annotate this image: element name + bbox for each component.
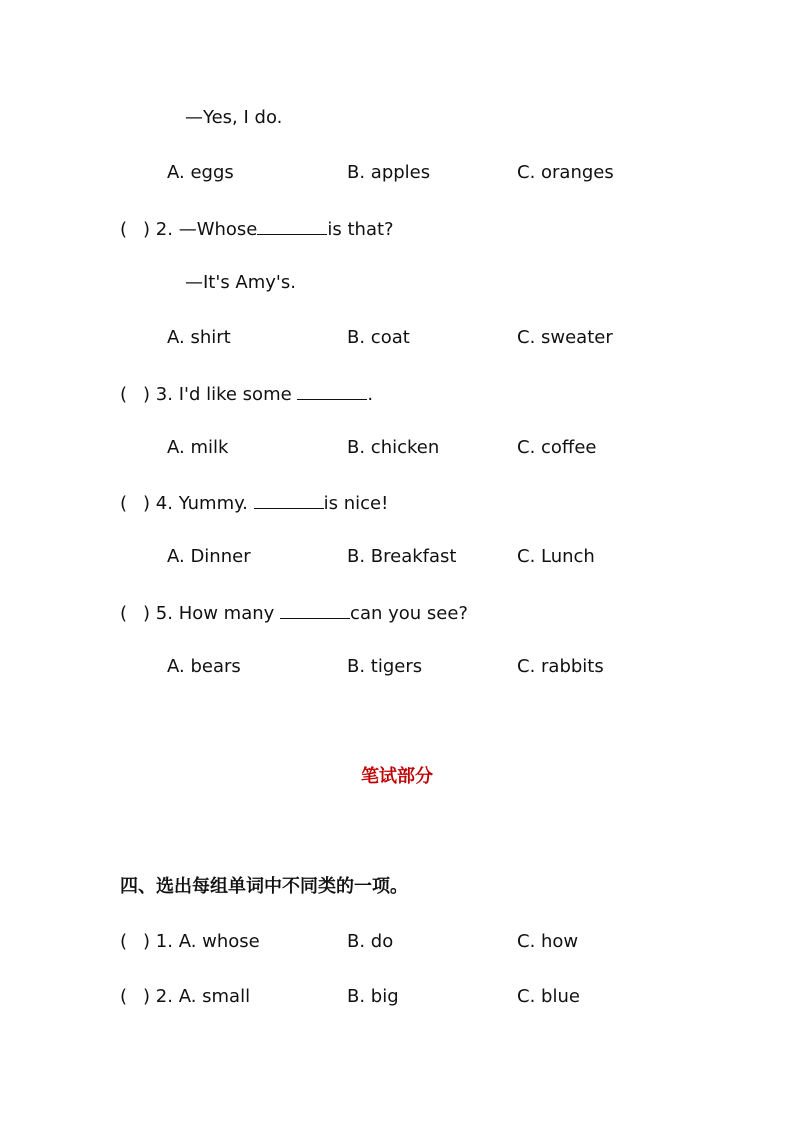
answer-bracket-close: )	[143, 931, 151, 952]
p4-q2-option-c: C. blue	[517, 986, 580, 1007]
q4-option-c: C. Lunch	[517, 546, 595, 567]
answer-bracket-open: (	[120, 384, 128, 405]
answer-bracket-close: )	[143, 493, 151, 514]
q1-answer: —Yes, I do.	[185, 107, 283, 128]
q1-option-c: C. oranges	[517, 162, 614, 183]
q3-option-b: B. chicken	[347, 437, 440, 458]
answer-bracket-open: (	[120, 219, 128, 240]
answer-bracket-close: )	[143, 603, 151, 624]
q4-question	[120, 490, 388, 516]
q3-text-pre: 3. I'd like some	[155, 384, 292, 405]
q5-text-pre: 5. How many	[155, 603, 275, 624]
answer-bracket-close: )	[143, 219, 151, 240]
q3-blank[interactable]	[297, 381, 367, 400]
q4-text-post: is nice!	[323, 493, 389, 514]
q2-text-pre: 2. —Whose	[155, 219, 258, 240]
p4-q1-option-a: 1. A. whose	[155, 931, 260, 952]
p4-q2-option-a: 2. A. small	[155, 986, 251, 1007]
q4-blank[interactable]	[254, 490, 324, 509]
q3-option-a: A. milk	[167, 437, 229, 458]
q5-option-b: B. tigers	[347, 656, 423, 677]
q2-option-b: B. coat	[347, 327, 410, 348]
q2-blank[interactable]	[257, 216, 327, 235]
q5-text-post: can you see?	[350, 603, 468, 624]
answer-bracket-close: )	[143, 986, 151, 1007]
section-title-written: 笔试部分	[361, 766, 433, 787]
q3-option-c: C. coffee	[517, 437, 597, 458]
q3-text-post: .	[367, 384, 374, 405]
p4-q2	[120, 985, 250, 1009]
q2-option-a: A. shirt	[167, 327, 231, 348]
q5-question	[120, 600, 468, 626]
p4-q1-option-c: C. how	[517, 931, 579, 952]
q2-option-c: C. sweater	[517, 327, 613, 348]
q5-blank[interactable]	[280, 600, 350, 619]
q5-option-a: A. bears	[167, 656, 241, 677]
q4-option-a: A. Dinner	[167, 546, 251, 567]
p4-q1-option-b: B. do	[347, 931, 394, 952]
p4-q2-option-b: B. big	[347, 986, 399, 1007]
q1-option-b: B. apples	[347, 162, 431, 183]
q3-question	[120, 381, 373, 407]
answer-bracket-open: (	[120, 931, 128, 952]
q4-option-b: B. Breakfast	[347, 546, 457, 567]
q1-option-a: A. eggs	[167, 162, 234, 183]
p4-q1	[120, 930, 260, 954]
q4-text-pre: 4. Yummy.	[155, 493, 248, 514]
q2-question	[120, 216, 394, 242]
answer-bracket-open: (	[120, 493, 128, 514]
part4-heading: 四、选出每组单词中不同类的一项。	[120, 876, 408, 897]
q5-option-c: C. rabbits	[517, 656, 604, 677]
answer-bracket-close: )	[143, 384, 151, 405]
answer-bracket-open: (	[120, 986, 128, 1007]
answer-bracket-open: (	[120, 603, 128, 624]
q2-text-post: is that?	[327, 219, 394, 240]
q2-answer: —It's Amy's.	[185, 272, 296, 293]
